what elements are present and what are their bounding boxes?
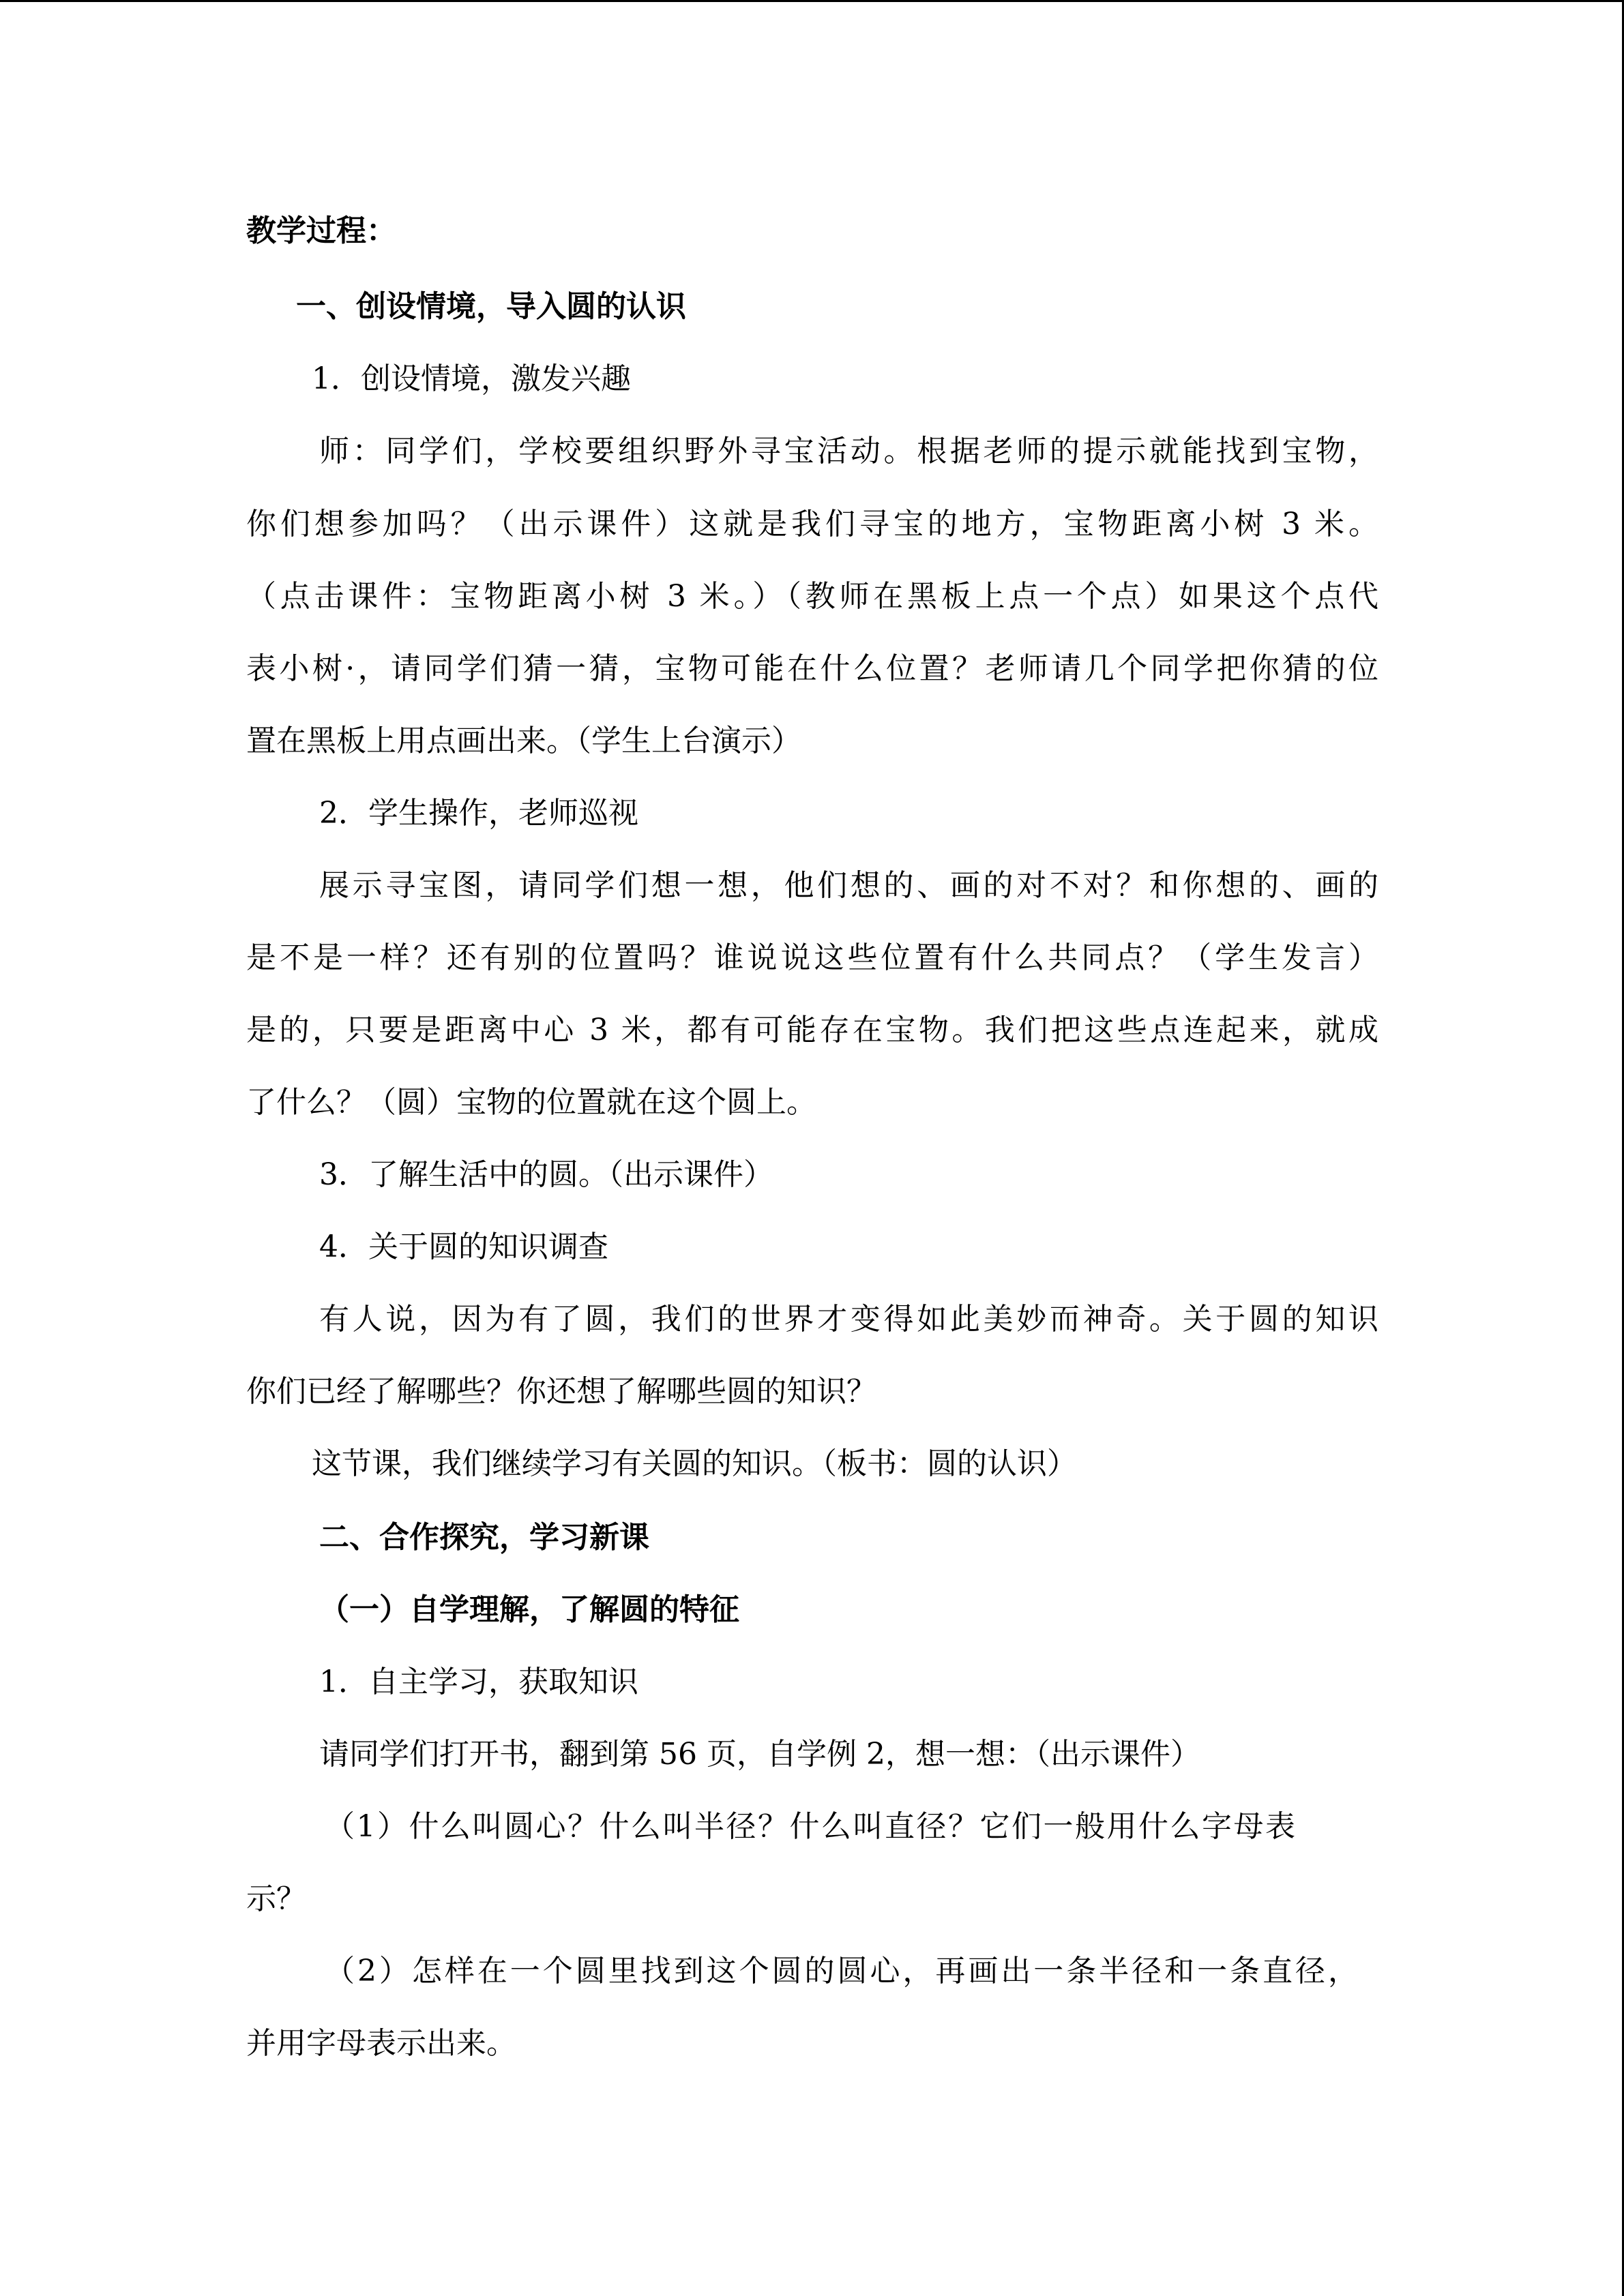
heading-1: 一、创设情境，导入圆的认识 (296, 289, 686, 324)
paragraph-line: 并用字母表示出来。 (246, 2026, 516, 2061)
paragraph-line: 置在黑板上用点画出来。（学生上台演示） (246, 724, 801, 758)
section-title: 教学过程： (246, 213, 396, 248)
paragraph-line: （点击课件：宝物距离小树 3 米。）（教师在黑板上点一个点）如果这个点代 (246, 579, 1378, 614)
subheading-2: 2．学生操作，老师巡视 (319, 796, 638, 831)
subheading-4: 4．关于圆的知识调查 (319, 1229, 608, 1264)
heading-2: 二、合作探究，学习新课 (319, 1520, 649, 1555)
paragraph-line: 你们想参加吗？（出示课件）这就是我们寻宝的地方，宝物距离小树 3 米。 (246, 507, 1378, 541)
paragraph-line: 这节课，我们继续学习有关圆的知识。（板书：圆的认识） (312, 1446, 1077, 1481)
subheading-1: 1．创设情境，激发兴趣 (312, 361, 631, 396)
heading-3: （一）自学理解，了解圆的特征 (319, 1592, 739, 1627)
paragraph-line: 展示寻宝图，请同学们想一想，他们想的、画的对不对？和你想的、画的 (319, 868, 1378, 903)
paragraph-line: 示？ (246, 1881, 306, 1916)
paragraph-line: （2）怎样在一个圆里找到这个圆的圆心，再画出一条半径和一条直径， (325, 1954, 1358, 1988)
subheading-3: 3．了解生活中的圆。（出示课件） (319, 1157, 773, 1192)
paragraph-line: 师：同学们，学校要组织野外寻宝活动。根据老师的提示就能找到宝物， (319, 434, 1378, 468)
paragraph-line: 是不是一样？还有别的位置吗？谁说说这些位置有什么共同点？（学生发言） (246, 940, 1378, 975)
paragraph-line: （1）什么叫圆心？什么叫半径？什么叫直径？它们一般用什么字母表 (325, 1809, 1295, 1844)
paragraph-line: 了什么？（圆）宝物的位置就在这个圆上。 (246, 1085, 816, 1120)
paragraph-line: 你们已经了解哪些？你还想了解哪些圆的知识？ (246, 1374, 876, 1409)
paragraph-line: 是的，只要是距离中心 3 米，都有可能存在宝物。我们把这些点连起来，就成 (246, 1013, 1378, 1047)
paragraph-line: 表小树·，请同学们猜一猜，宝物可能在什么位置？老师请几个同学把你猜的位 (246, 651, 1378, 686)
paragraph-line: 有人说，因为有了圆，我们的世界才变得如此美妙而神奇。关于圆的知识 (319, 1302, 1378, 1337)
paragraph-line: 请同学们打开书，翻到第 56 页，自学例 2，想一想：（出示课件） (319, 1737, 1200, 1772)
subheading-5: 1．自主学习，获取知识 (319, 1665, 638, 1699)
